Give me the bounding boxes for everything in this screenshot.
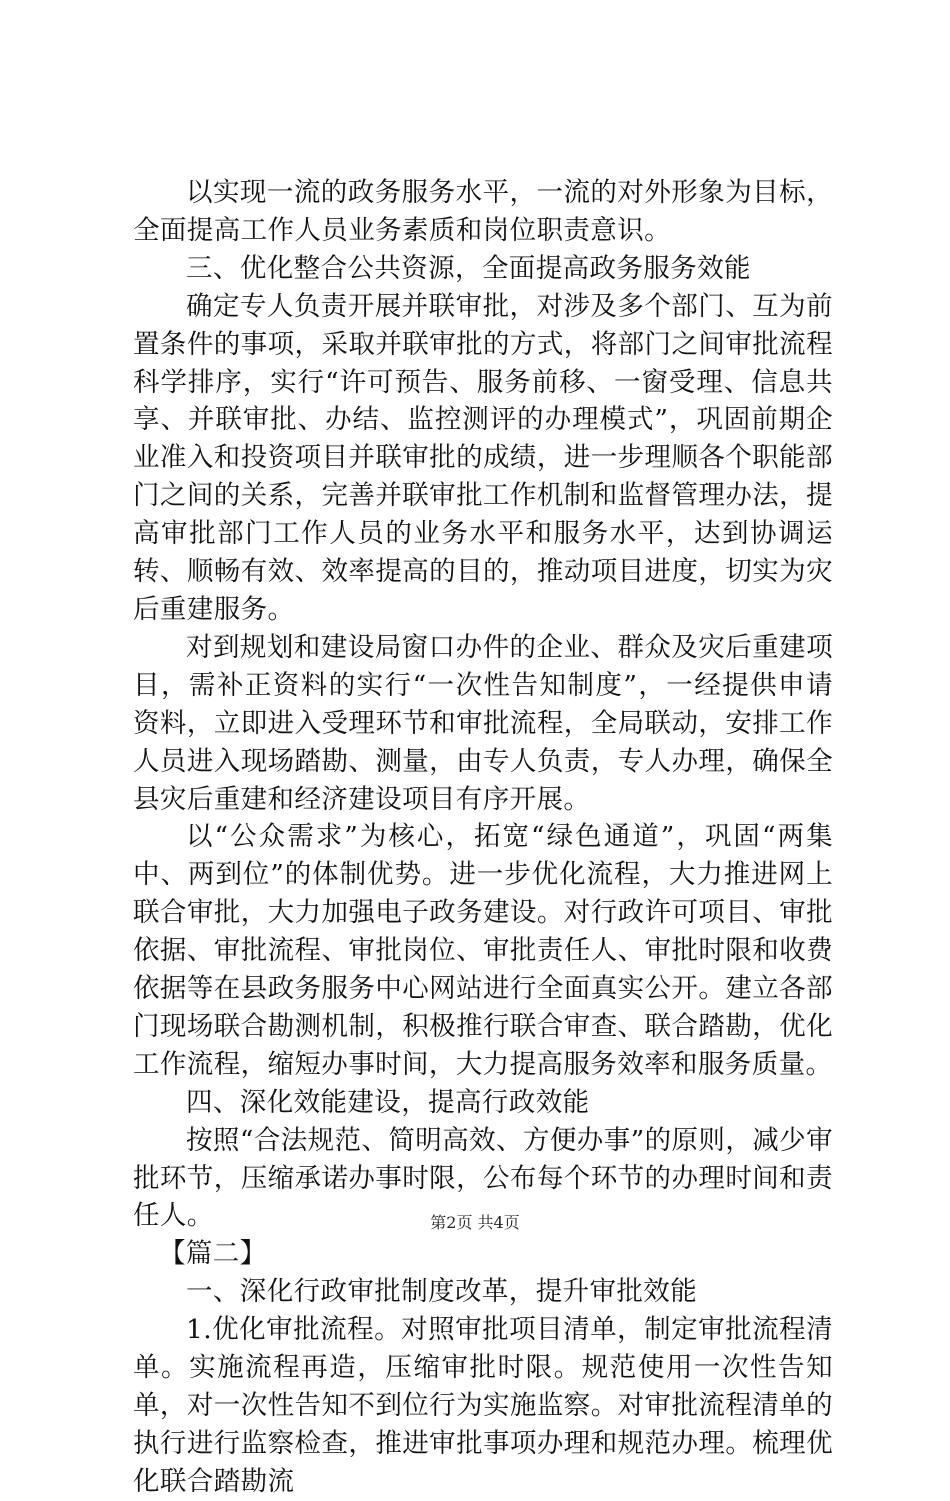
part-heading: 【篇二】 [159, 1238, 267, 1270]
paragraph: 按照“合法规范、简明高效、方便办事”的原则，减少审批环节，压缩承诺办事时限，公布每个环节的办理时间和责任人。 [133, 1124, 833, 1232]
paragraph: 以实现一流的政务服务水平，一流的对外形象为目标，全面提高工作人员业务素质和岗位职责意识。 [133, 177, 833, 246]
paragraph: 1.优化审批流程。对照审批项目清单，制定审批流程清单。实施流程再造，压缩审批时限。规范使用一次性告知单，对一次性告知不到位行为实施监察。对审批流程清单的执行进行监察检查，推进审批事项办理和规范办理。梳理优化联合踏勘流 [133, 1314, 833, 1497]
paragraph: 以“公众需求”为核心，拓宽“绿色通道”，巩固“两集中、两到位”的体制优势。进一步优化流程，大力推进网上联合审批，大力加强电子政务建设。对行政许可项目、审批依据、审批流程、审批岗位、审批责任人、审批时限和收费依据等在县政务服务中心网站进行全面真实公开。建立各部门现场联合勘测机制，积极推行联合审查、联合踏勘，优化工作流程，缩短办事时间，大力提高服务效率和服务质量。 [133, 821, 833, 1080]
paragraph: 对到规划和建设局窗口办件的企业、群众及灾后重建项目，需补正资料的实行“一次性告知制度”，一经提供申请资料，立即进入受理环节和审批流程，全局联动，安排工作人员进入现场踏勘、测量，由专人负责，专人办理，确保全县灾后重建和经济建设项目有序开展。 [133, 631, 833, 815]
section-heading: 一、深化行政审批制度改革，提升审批效能 [186, 1276, 698, 1308]
page-number-footer: 第2页 共4页 [430, 1213, 520, 1232]
document-body [133, 174, 833, 1501]
section-heading: 三、优化整合公共资源，全面提高政务服务效能 [186, 252, 751, 284]
paragraph: 确定专人负责开展并联审批，对涉及多个部门、互为前置条件的事项，采取并联审批的方式，将部门之间审批流程科学排序，实行“许可预告、服务前移、一窗受理、信息共享、并联审批、办结、监控测评的办理模式”，巩固前期企业准入和投资项目并联审批的成绩，进一步理顺各个职能部门之间的关系，完善并联审批工作机制和监督管理办法，提高审批部门工作人员的业务水平和服务水平，达到协调运转、顺畅有效、效率提高的目的，推动项目进度，切实为灾后重建服务。 [133, 290, 833, 625]
section-heading: 四、深化效能建设，提高行政效能 [186, 1086, 590, 1118]
